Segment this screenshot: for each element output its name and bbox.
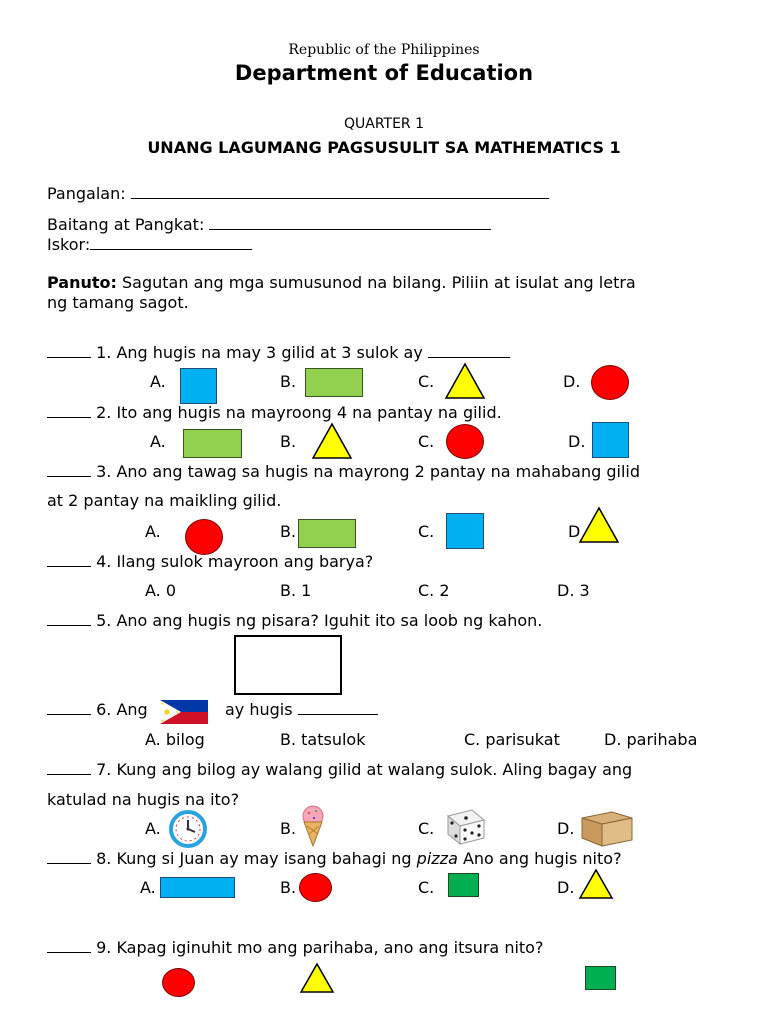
question-7 [47,760,632,779]
q2-rectangle-shape [183,429,242,458]
q6-choice-c: C. parisukat [464,730,560,749]
q2-circle-shape [446,424,484,459]
question-7-text-2: katulad na hugis na ito? [47,790,240,809]
question-9-text: 9. Kapag iginuhit mo ang parihaba, ano ang itsura nito? [96,938,544,957]
q3-square-shape [446,513,484,549]
answer-blank-3[interactable] [47,462,91,477]
q2-choice-d-label: D. [568,432,586,451]
box-icon [580,808,634,848]
question-8-text-italic: pizza [416,849,458,868]
q9-square-shape [585,966,616,990]
question-2 [47,403,502,422]
q7-choice-a-label: A. [145,819,161,838]
q3-rectangle-shape [298,519,356,548]
q6-choice-a: A. bilog [145,730,205,749]
q1-triangle-shape [444,362,486,400]
question-8-text-before: 8. Kung si Juan ay may isang bahagi ng [96,849,417,868]
q9-triangle-shape [299,962,335,994]
question-4-text: 4. Ilang sulok mayroon ang barya? [96,552,374,571]
q1-choice-c-label: C. [418,372,435,391]
q2-square-shape [592,422,629,458]
q2-choice-b-label: B. [280,432,297,451]
q1-circle-shape [591,365,629,400]
score-blank[interactable] [90,235,252,250]
q3-choice-b-label: B. [280,522,297,541]
instructions-text-2: ng tamang sagot. [47,293,189,312]
test-title: UNANG LAGUMANG PAGSUSULIT SA MATHEMATICS 1 [147,138,621,157]
question-5-text: 5. Ano ang hugis ng pisara? Iguhit ito sa loob ng kahon. [96,611,543,630]
q1-choice-b-label: B. [280,372,297,391]
q7-choice-d-label: D. [557,819,575,838]
instructions-label: Panuto: [47,273,117,292]
question-6-fill-blank[interactable] [298,700,378,715]
answer-blank-2[interactable] [47,403,91,418]
q6-choice-b: B. tatsulok [280,730,366,749]
q3-choice-d-label: D [568,522,581,541]
name-label: Pangalan: [47,184,126,203]
question-8-text-after: Ano ang hugis nito? [457,849,622,868]
q1-square-shape [180,368,217,404]
question-5 [47,611,542,630]
instructions-text-1: Sagutan ang mga sumusunod na bilang. Piliin at isulat ang letra [116,273,636,292]
answer-blank-8[interactable] [47,849,91,864]
answer-blank-5[interactable] [47,611,91,626]
question-3-text-2: at 2 pantay na maikling gilid. [47,491,282,510]
q8-square-shape [448,873,479,897]
answer-blank-7[interactable] [47,760,91,775]
q9-circle-shape [162,968,195,997]
q8-rectangle-shape [160,877,235,898]
republic-heading: Republic of the Philippines [288,42,480,58]
q4-choice-b: B. 1 [280,581,312,600]
q2-triangle-shape [311,422,353,460]
question-1-text: 1. Ang hugis na may 3 gilid at 3 sulok ay [96,343,423,362]
q3-choice-a-label: A. [145,522,161,541]
dice-icon [444,806,486,846]
question-8 [47,849,622,868]
question-2-text: 2. Ito ang hugis na mayroong 4 na pantay na gilid. [96,403,502,422]
question-6 [47,700,148,719]
question-7-text-1: 7. Kung ang bilog ay walang gilid at walang sulok. Aling bagay ang [96,760,633,779]
question-1 [47,343,510,362]
q1-choice-a-label: A. [150,372,166,391]
grade-blank[interactable] [209,215,491,230]
question-6-after [225,700,378,719]
q8-choice-b-label: B. [280,878,297,897]
name-field [47,184,549,203]
answer-blank-4[interactable] [47,552,91,567]
q4-choice-a: A. 0 [145,581,177,600]
question-3-text-1: 3. Ano ang tawag sa hugis na mayrong 2 pantay na mahabang gilid [96,462,640,481]
answer-blank-6[interactable] [47,700,91,715]
question-4 [47,552,373,571]
question-3 [47,462,640,481]
q7-choice-c-label: C. [418,819,435,838]
q8-circle-shape [299,873,332,902]
ice-cream-icon [298,804,328,848]
q6-choice-d: D. parihaba [604,730,698,749]
name-blank[interactable] [131,184,549,199]
q8-choice-d-label: D. [557,878,575,897]
answer-blank-1[interactable] [47,343,91,358]
department-heading: Department of Education [234,61,534,85]
q8-choice-a-label: A. [140,878,156,897]
q8-choice-c-label: C. [418,878,435,897]
instructions [47,273,636,292]
quarter-label: QUARTER 1 [343,116,425,132]
q2-choice-c-label: C. [418,432,435,451]
score-field [47,235,252,254]
score-label: Iskor: [47,235,91,254]
drawing-box[interactable] [234,635,342,695]
clock-icon [166,810,210,848]
question-9 [47,938,543,957]
grade-field [47,215,491,234]
q3-circle-shape [185,519,223,555]
q4-choice-c: C. 2 [418,581,450,600]
q1-rectangle-shape [305,368,363,397]
q8-triangle-shape [578,868,614,900]
question-1-fill-blank[interactable] [428,343,510,358]
question-6-text-after: ay hugis [225,700,293,719]
q4-choice-d: D. 3 [557,581,590,600]
q3-choice-c-label: C. [418,522,435,541]
q2-choice-a-label: A. [150,432,166,451]
q3-triangle-shape [578,506,620,544]
grade-label: Baitang at Pangkat: [47,215,205,234]
question-6-text-before: 6. Ang [96,700,148,719]
q1-choice-d-label: D. [563,372,581,391]
philippine-flag-icon [160,700,208,724]
q7-choice-b-label: B. [280,819,297,838]
answer-blank-9[interactable] [47,938,91,953]
